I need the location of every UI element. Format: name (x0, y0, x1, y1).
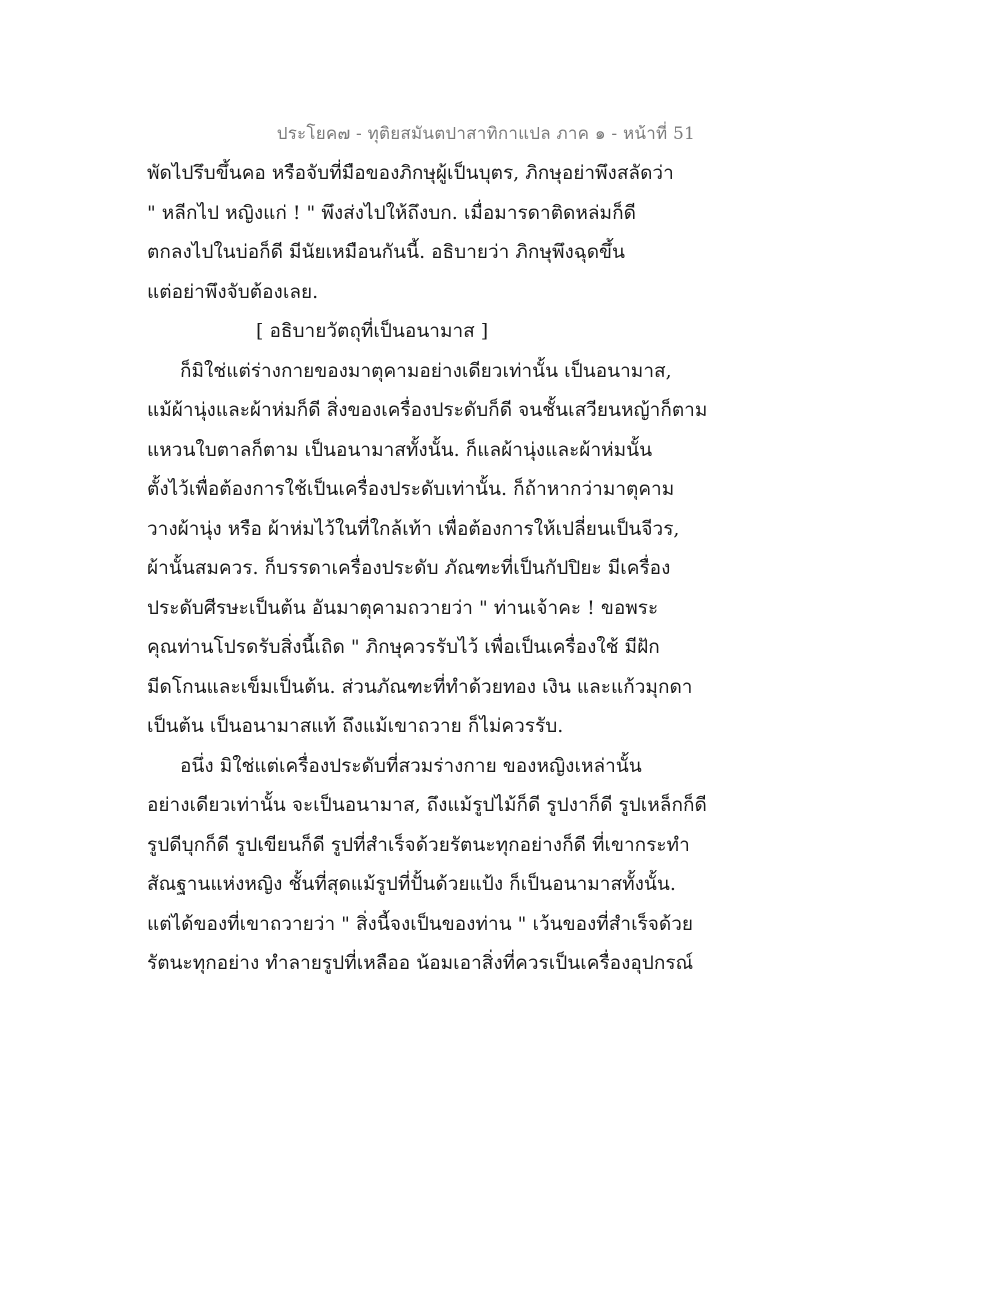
text-line: ประดับศีรษะเป็นต้น อันมาตุคามถวายว่า " ท่านเจ้าคะ ! ขอพระ (147, 596, 659, 619)
text-line: ตกลงไปในบ่อก็ดี มีนัยเหมือนกันนี้. อธิบายว่า ภิกษุพึงฉุดขึ้น (147, 241, 626, 263)
paragraph-start-line: ก็มิใช่แต่ร่างกายของมาตุคามอย่างเดียวเท่านั้น เป็นอนามาส, (180, 359, 672, 382)
text-line: " หลีกไป หญิงแก่ ! " พึงส่งไปให้ถึงบก. เมื่อมารดาติดหล่มก็ดี (147, 201, 636, 224)
text-line: วางผ้านุ่ง หรือ ผ้าห่มไว้ในที่ใกล้เท้า เพื่อต้องการให้เปลี่ยนเป็นจีวร, (147, 517, 680, 540)
text-line: พัดไปรึบขึ้นคอ หรือจับที่มือของภิกษุผู้เป็นบุตร, ภิกษุอย่าพึงสลัดว่า (147, 162, 674, 184)
text-line: คุณท่านโปรดรับสิ่งนี้เถิด " ภิกษุควรรับไว้ เพื่อเป็นเครื่องใช้ มีฝัก (147, 636, 660, 658)
text-line: รูปดีบุกก็ดี รูปเขียนก็ดี รูปที่สำเร็จด้วยรัตนะทุกอย่างก็ดี ที่เขากระทำ (147, 833, 690, 856)
text-line: มีดโกนและเข็มเป็นต้น. ส่วนภัณฑะที่ทำด้วยทอง เงิน และแก้วมุกดา (147, 675, 693, 698)
paragraph-start-line: อนึ่ง มิใช่แต่เครื่องประดับที่สวมร่างกาย ของหญิงเหล่านั้น (180, 754, 642, 777)
running-header: ประโยค๗ - ทุติยสมันตปาสาทิกาแปล ภาค ๑ - หน้าที่ 51 (276, 124, 695, 144)
text-line: แต่อย่าพึงจับต้องเลย. (147, 280, 319, 303)
text-line: แหวนใบตาลก็ตาม เป็นอนามาสทั้งนั้น. ก็แลผ้านุ่งและผ้าห่มนั้น (147, 438, 653, 461)
text-line: ผ้านั้นสมควร. ก็บรรดาเครื่องประดับ ภัณฑะที่เป็นกัปปิยะ มีเครื่อง (147, 557, 671, 579)
text-line: อย่างเดียวเท่านั้น จะเป็นอนามาส, ถึงแม้รูปไม้ก็ดี รูปงาก็ดี รูปเหล็กก็ดี (147, 794, 707, 816)
text-line: ตั้งไว้เพื่อต้องการใช้เป็นเครื่องประดับเท่านั้น. ก็ถ้าหากว่ามาตุคาม (147, 478, 675, 500)
text-line: แต่ได้ของที่เขาถวายว่า " สิ่งนี้จงเป็นของท่าน " เว้นของที่สำเร็จด้วย (147, 912, 694, 935)
text-line: สัณฐานแห่งหญิง ชั้นที่สุดแม้รูปที่ปั้นด้วยแป้ง ก็เป็นอนามาสทั้งนั้น. (147, 873, 676, 895)
body-text (147, 154, 747, 984)
section-heading: [ อธิบายวัตถุที่เป็นอนามาส ] (256, 320, 489, 342)
text-line: แม้ผ้านุ่งและผ้าห่มก็ดี สิ่งของเครื่องประดับก็ดี จนชั้นเสวียนหญ้าก็ตาม (147, 399, 708, 421)
text-line: รัตนะทุกอย่าง ทำลายรูปที่เหลืออ น้อมเอาสิ่งที่ควรเป็นเครื่องอุปกรณ์ (147, 952, 694, 974)
text-line: เป็นต้น เป็นอนามาสแท้ ถึงแม้เขาถวาย ก็ไม่ควรรับ. (147, 715, 564, 737)
